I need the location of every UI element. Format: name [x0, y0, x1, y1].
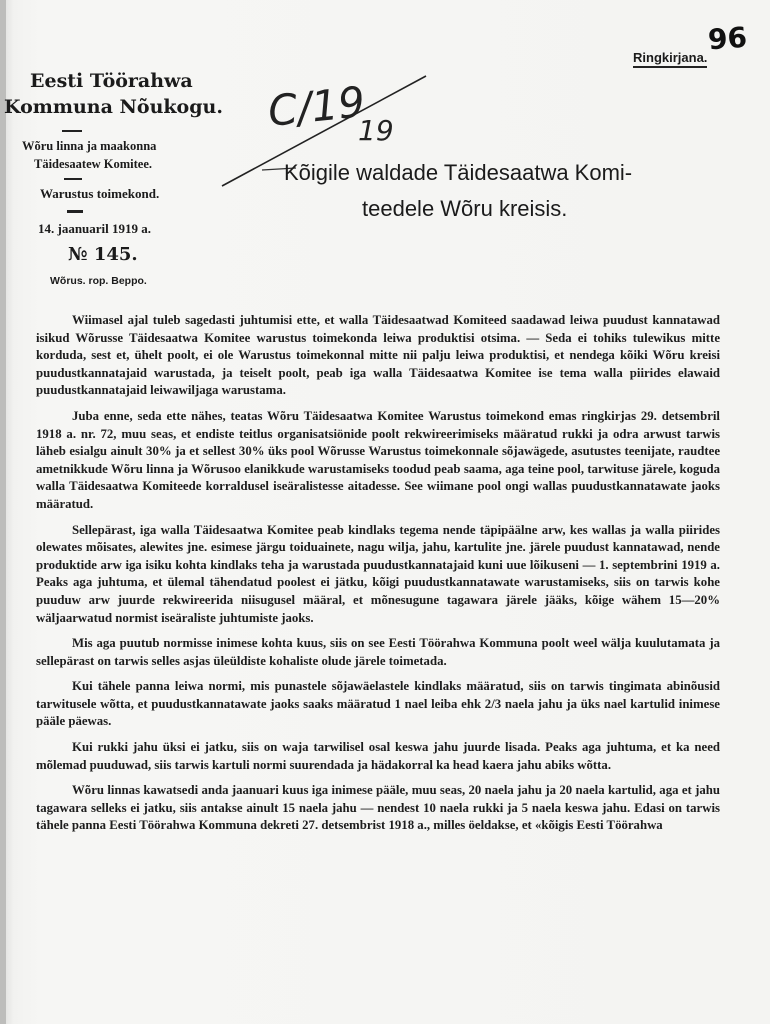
header-org-line2: Kommuna Nõukogu.	[4, 96, 223, 118]
printer-note: Wõrus. rop. Beppo.	[50, 275, 147, 287]
paragraph: Sellepärast, iga walla Täidesaatwa Komitee peab kindlaks tegema nende täpipäälne arw, kes wallas ja walla piirides olewates mõisates, alewites jne. esimese järgu toiduainete, nagu wilja, jahu, kartulite jne. järele puudust kannatawad, nende produktide arw iga isiku kohta kindlaks teha ja warustada puudustkannatajaid kuni uue lõikuseni — 1. septembrini 1919 a. Peaks aga juhtuma, et ülemal tähendatud poolest ei jätku, kõigi puudustkannatawate warustamiseks, siis on tarwis kohe puuduw arw juurde rekwireerida niisugusel määral, et mõnesugune tagawara järele jääks, kõige wähem 15—20% wäljaarwatud normist iseäraliste juhtumiste jaoks.	[36, 522, 720, 625]
paragraph: Wõru linnas kawatsedi anda jaanuari kuus iga inimese pääle, muu seas, 20 naela jahu ja 20 naela kartulid, aga et jahu tagawara selleks ei jatku, siis antakse ainult 15 naela jahu — nendest 10 naela rukki ja 5 naela keswa jahu. Edasi on tarwis tähele panna Eesti Töörahwa Kommuna dekreti 27. detsembrist 1918 a., milles öeldakse, et «kõigis Eesti Töörahwa	[36, 783, 720, 833]
number-sign: №	[68, 244, 88, 265]
paragraph: Juba enne, seda ette nähes, teatas Wõru Täidesaatwa Komitee Warustus toimekond emas ringkirjas 29. detsembril 1918 a. nr. 72, muu seas, et endiste teitlus organisatsiönide poolt rekwireerimiseks määratud rukki ja odra arwust tarwis läheb esialgu ainult 30% ja et sellest 30% üks pool Wõrusse Warustus toimekonnale sõjawägede, asutustes teenijate, raudtee ametnikkude Wõru linna ja Wõrusoo elanikkude warustamiseks toodud peab saama, aga teine pool, tarwituse järele, koguda walla Täidesaatwa Komiteede korraldusel iseäralistesse aitadesse. See wiimane pool ongi wallas puudustkannatawate jaoks määratud.	[36, 408, 720, 511]
addressee-line1: Kõigile waldade Täidesaatwa Komi-	[284, 160, 633, 185]
paragraph: Wiimasel ajal tuleb sagedasti juhtumisi ette, et walla Täidesaatwad Komiteed saadawad leiwa puudust kannatawad isikud Wõrusse Täidesaatwa Komitee warustus toimekonda leiwa produktisi otsima. — Seda ei tohiks tulewikus mitte korduda, sest et, ühelt poolt, ei ole Warustus toimekonnal mitte nii palju leiwa produktisi, et nendega kõiki Wõru kreisi puudustkannatajaid warustada, ja teiselt poolt, peab iga walla Täidesaatwa Komitee ise tema walla piirides elawaid puudustkannatajaid leiwawiljaga warustama.	[36, 313, 720, 398]
department-name: Warustus toimekond.	[40, 186, 160, 201]
handwritten-registration-note: C/19	[265, 77, 368, 136]
addressee-line2: teedele Wõru kreisis.	[362, 196, 568, 221]
paragraph: Mis aga puutub normisse inimese kohta kuus, siis on see Eesti Töörahwa Kommuna poolt weel wälja kuulutamata ja sellepärast on tarwis selles asjas üleüldiste kohaliste olude järele toimetada.	[36, 636, 720, 668]
paragraph: Kui tähele panna leiwa normi, mis punastele sõjawäelastele kindlaks määratud, siis on tarwis tingimata abinõusid tarwitusele wõtta, et puudustkannatawate jaoks saaks määratud 1 nael leiba ehk 2/3 naela jahu ja üks nael kartulid inimese pääle päewas.	[36, 679, 720, 729]
handwritten-registration-note-2: 19	[358, 114, 394, 147]
number-value: 145.	[93, 244, 138, 265]
committee-line1: Wõru linna ja maakonna	[22, 139, 157, 153]
circular-body	[36, 312, 720, 843]
header-org-line1: Eesti Töörahwa	[30, 70, 193, 92]
handwritten-page-number: 96	[706, 20, 749, 57]
committee-line2: Täidesaatew Komitee.	[34, 157, 153, 171]
paragraph: Kui rukki jahu üksi ei jatku, siis on waja tarwilisel osal keswa jahu juurde lisada. Peaks aga juhtuma, et ka need mõlemad puuduwad, siis tarwis kartuli normi suurendada ja hädakorral ka head kaera jahu abiks wõtta.	[36, 740, 720, 772]
document-date: 14. jaanuaril 1919 a.	[38, 221, 152, 236]
circular-label: Ringkirjana.	[633, 50, 707, 68]
